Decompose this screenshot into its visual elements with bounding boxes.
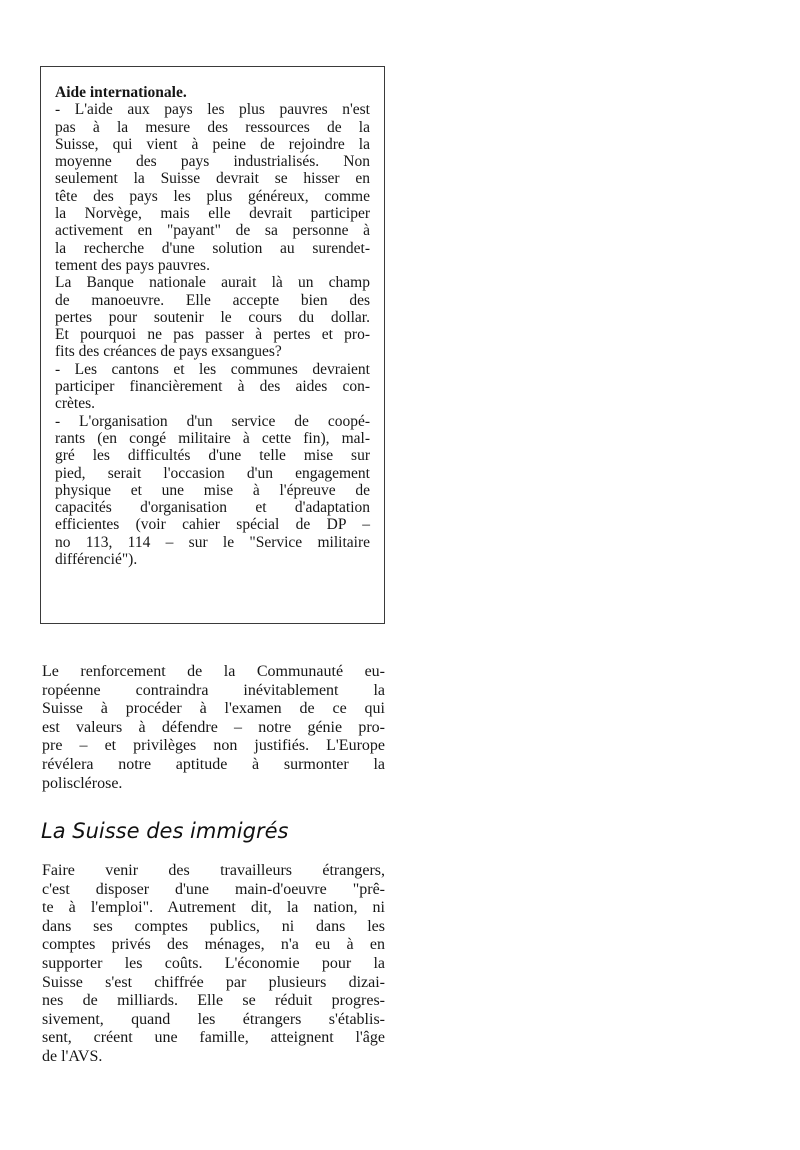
sidebar-line: no 113, 114 – sur le "Service militaire [55, 533, 370, 551]
paragraph-line: pre – et privilèges non justifiés. L'Europe [42, 737, 385, 755]
paragraph-line: sent, créent une famille, atteignent l'âge [42, 1029, 385, 1047]
paragraph-communaute-europeenne [42, 663, 385, 793]
sidebar-line: efficientes (voir cahier spécial de DP – [55, 516, 370, 534]
paragraph-line: sivement, quand les étrangers s'établis- [42, 1010, 385, 1028]
section-heading: La Suisse des immigrés [41, 819, 289, 843]
sidebar-title: Aide internationale. [55, 84, 187, 101]
sidebar-line: Et pourquoi ne pas passer à pertes et pro- [55, 326, 370, 344]
sidebar-text [55, 101, 370, 568]
sidebar-line: La Banque nationale aurait là un champ [55, 274, 370, 292]
sidebar-line: crètes. [55, 395, 96, 413]
paragraph-line: est valeurs à défendre – notre génie pro- [42, 718, 385, 736]
sidebar-line: moyenne des pays industrialisés. Non [55, 153, 370, 171]
paragraph-line: nes de milliards. Elle se réduit progres- [42, 992, 385, 1010]
sidebar-line: - L'aide aux pays les plus pauvres n'est [55, 101, 370, 119]
sidebar-box-aide-internationale [40, 66, 385, 624]
sidebar-line: rants (en congé militaire à cette fin), mal- [55, 429, 370, 447]
paragraph-line: te à l'emploi". Autrement dit, la nation, ni [42, 899, 385, 917]
sidebar-line: pied, serait l'occasion d'un engagement [55, 464, 370, 482]
paragraph-line: révélera notre aptitude à surmonter la [42, 755, 385, 773]
sidebar-line: pas à la mesure des ressources de la [55, 118, 370, 136]
sidebar-line: seulement la Suisse devrait se hisser en [55, 170, 370, 188]
sidebar-line: capacités d'organisation et d'adaptation [55, 499, 370, 517]
sidebar-line: Suisse, qui vient à peine de rejoindre la [55, 135, 370, 153]
paragraph-line: supporter les coûts. L'économie pour la [42, 954, 385, 972]
sidebar-line: la Norvège, mais elle devrait participer [55, 205, 370, 223]
paragraph-line: polisclérose. [42, 774, 123, 792]
sidebar-line: la recherche d'une solution au surendet- [55, 239, 370, 257]
sidebar-line: pertes pour soutenir le cours du dollar. [55, 308, 370, 326]
paragraph-line: dans ses comptes publics, ni dans les [42, 917, 385, 935]
sidebar-line: différencié"). [55, 551, 138, 569]
sidebar-line: fits des créances de pays exsangues? [55, 343, 282, 361]
sidebar-line: gré les difficultés d'une telle mise sur [55, 447, 370, 465]
paragraph-line: Suisse à procéder à l'examen de ce qui [42, 700, 385, 718]
sidebar-line: tement des pays pauvres. [55, 256, 210, 274]
sidebar-line: de manoeuvre. Elle accepte bien des [55, 291, 370, 309]
sidebar-line: participer financièrement à des aides con- [55, 378, 370, 396]
paragraph-line: Le renforcement de la Communauté eu- [42, 663, 385, 680]
paragraph-travailleurs-etrangers [42, 862, 385, 1067]
paragraph-line: ropéenne contraindra inévitablement la [42, 681, 385, 699]
sidebar-line: - L'organisation d'un service de coopé- [55, 412, 370, 430]
sidebar-line: - Les cantons et les communes devraient [55, 360, 370, 378]
paragraph-line: Suisse s'est chiffrée par plusieurs dizai- [42, 973, 385, 991]
sidebar-line: tête des pays les plus généreux, comme [55, 187, 370, 205]
paragraph-line: Faire venir des travailleurs étrangers, [42, 862, 385, 879]
paragraph-line: c'est disposer d'une main-d'oeuvre "prê- [42, 880, 385, 898]
sidebar-line: activement en "payant" de sa personne à [55, 222, 370, 240]
sidebar-line: physique et une mise à l'épreuve de [55, 481, 370, 499]
paragraph-line: de l'AVS. [42, 1047, 103, 1065]
paragraph-line: comptes privés des ménages, n'a eu à en [42, 936, 385, 954]
